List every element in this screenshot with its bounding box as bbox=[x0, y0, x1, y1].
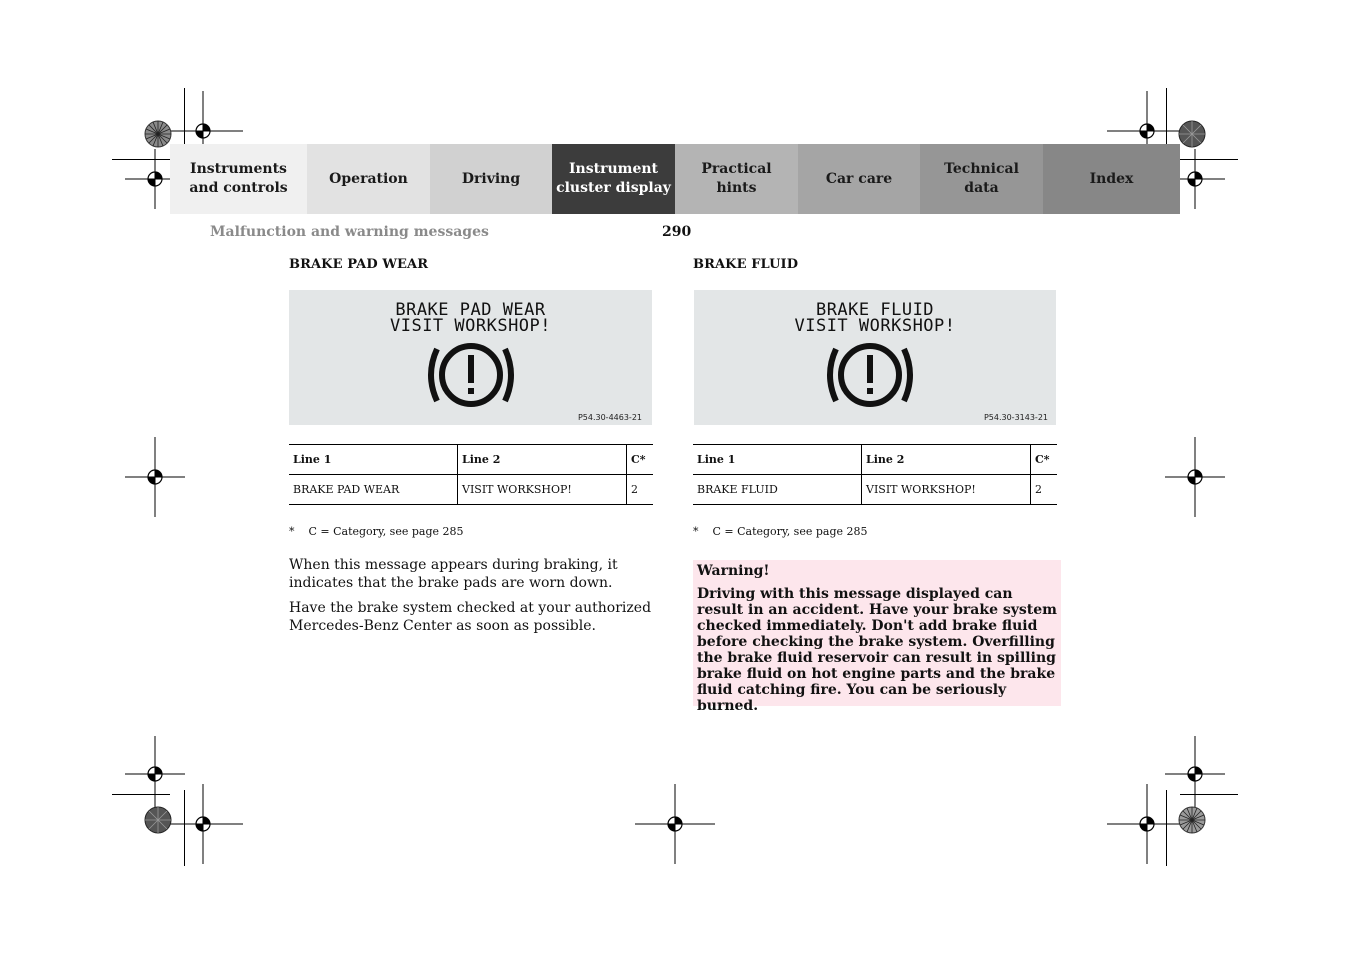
registration-mark-icon bbox=[125, 437, 185, 517]
registration-mark-icon bbox=[635, 784, 715, 864]
paragraph: Have the brake system checked at your authorized Mercedes-Benz Center as soon as possible. bbox=[289, 600, 652, 634]
table-cell: VISIT WORKSHOP! bbox=[458, 475, 627, 505]
tab-label: Car care bbox=[825, 170, 893, 187]
left-body-text bbox=[289, 556, 659, 642]
table-header: Line 2 bbox=[862, 445, 1031, 475]
table-cell: BRAKE PAD WEAR bbox=[289, 475, 458, 505]
color-wheel-icon bbox=[1178, 806, 1206, 834]
tab-technical-data[interactable] bbox=[920, 144, 1043, 214]
registration-mark-icon bbox=[1107, 784, 1187, 864]
tab-label: Driving bbox=[461, 170, 521, 187]
footnote: * C = Category, see page 285 bbox=[289, 525, 464, 538]
color-wheel-icon bbox=[144, 120, 172, 148]
table-row bbox=[289, 475, 653, 505]
page-number: 290 bbox=[662, 224, 692, 240]
tab-driving[interactable] bbox=[430, 144, 552, 214]
table-row bbox=[693, 475, 1057, 505]
paragraph: When this message appears during braking, it indicates that the brake pads are worn down. bbox=[289, 557, 618, 591]
color-wheel-icon bbox=[1178, 120, 1206, 148]
table-header-row bbox=[693, 445, 1057, 475]
color-wheel-icon bbox=[144, 806, 172, 834]
display-line-2: VISIT WORKSHOP! bbox=[389, 316, 552, 336]
registration-mark-icon bbox=[163, 784, 243, 864]
registration-mark-icon bbox=[1165, 437, 1225, 517]
tab-label: Instruments and controls bbox=[189, 161, 288, 196]
display-line-1: BRAKE FLUID bbox=[815, 300, 935, 320]
table-cell: VISIT WORKSHOP! bbox=[862, 475, 1031, 505]
footnote: * C = Category, see page 285 bbox=[693, 525, 868, 538]
tab-index[interactable] bbox=[1043, 144, 1180, 214]
table-header: C* bbox=[627, 445, 654, 475]
tab-label: Operation bbox=[329, 170, 408, 187]
tab-label: Instrument cluster display bbox=[556, 161, 671, 196]
figure-code: P54.30-4463-21 bbox=[577, 413, 642, 422]
right-message-table bbox=[693, 444, 1057, 505]
table-header-row bbox=[289, 445, 653, 475]
left-cluster-display bbox=[289, 290, 652, 425]
table-header: Line 1 bbox=[289, 445, 458, 475]
tab-instrument-cluster-display[interactable] bbox=[552, 144, 675, 214]
tab-label: Technical data bbox=[944, 161, 1019, 196]
warning-title: Warning! bbox=[697, 563, 770, 579]
table-header: C* bbox=[1031, 445, 1058, 475]
tab-label: Practical hints bbox=[701, 161, 772, 196]
table-header: Line 1 bbox=[693, 445, 862, 475]
display-line-2: VISIT WORKSHOP! bbox=[794, 316, 956, 336]
tab-instruments-and-controls[interactable] bbox=[170, 144, 307, 214]
table-cell: 2 bbox=[1031, 475, 1058, 505]
warning-box bbox=[693, 560, 1061, 714]
warning-text: Driving with this message displayed can result in an accident. Have your brake system checked immediately. Don't add brake fluid before checking the brake system. Overfilling the brake fluid reservoir can result in spilling brake fluid on hot engine parts and the brake fluid catching fire. You can be seriously burned. bbox=[697, 586, 1057, 714]
tab-practical-hints[interactable] bbox=[675, 144, 798, 214]
section-title: Malfunction and warning messages bbox=[210, 224, 489, 240]
table-cell: BRAKE FLUID bbox=[693, 475, 862, 505]
section-nav bbox=[170, 144, 1180, 214]
tab-car-care[interactable] bbox=[798, 144, 920, 214]
figure-code: P54.30-3143-21 bbox=[983, 413, 1048, 422]
left-message-table bbox=[289, 444, 653, 505]
tab-operation[interactable] bbox=[307, 144, 430, 214]
table-header: Line 2 bbox=[458, 445, 627, 475]
table-cell: 2 bbox=[627, 475, 654, 505]
brake-warning-icon bbox=[423, 341, 519, 409]
tab-label: Index bbox=[1089, 170, 1134, 187]
right-heading: BRAKE FLUID bbox=[693, 257, 799, 272]
display-line-1: BRAKE PAD WEAR bbox=[395, 300, 546, 320]
left-heading: BRAKE PAD WEAR bbox=[289, 257, 429, 272]
brake-warning-icon bbox=[822, 341, 918, 409]
right-cluster-display bbox=[694, 290, 1056, 425]
